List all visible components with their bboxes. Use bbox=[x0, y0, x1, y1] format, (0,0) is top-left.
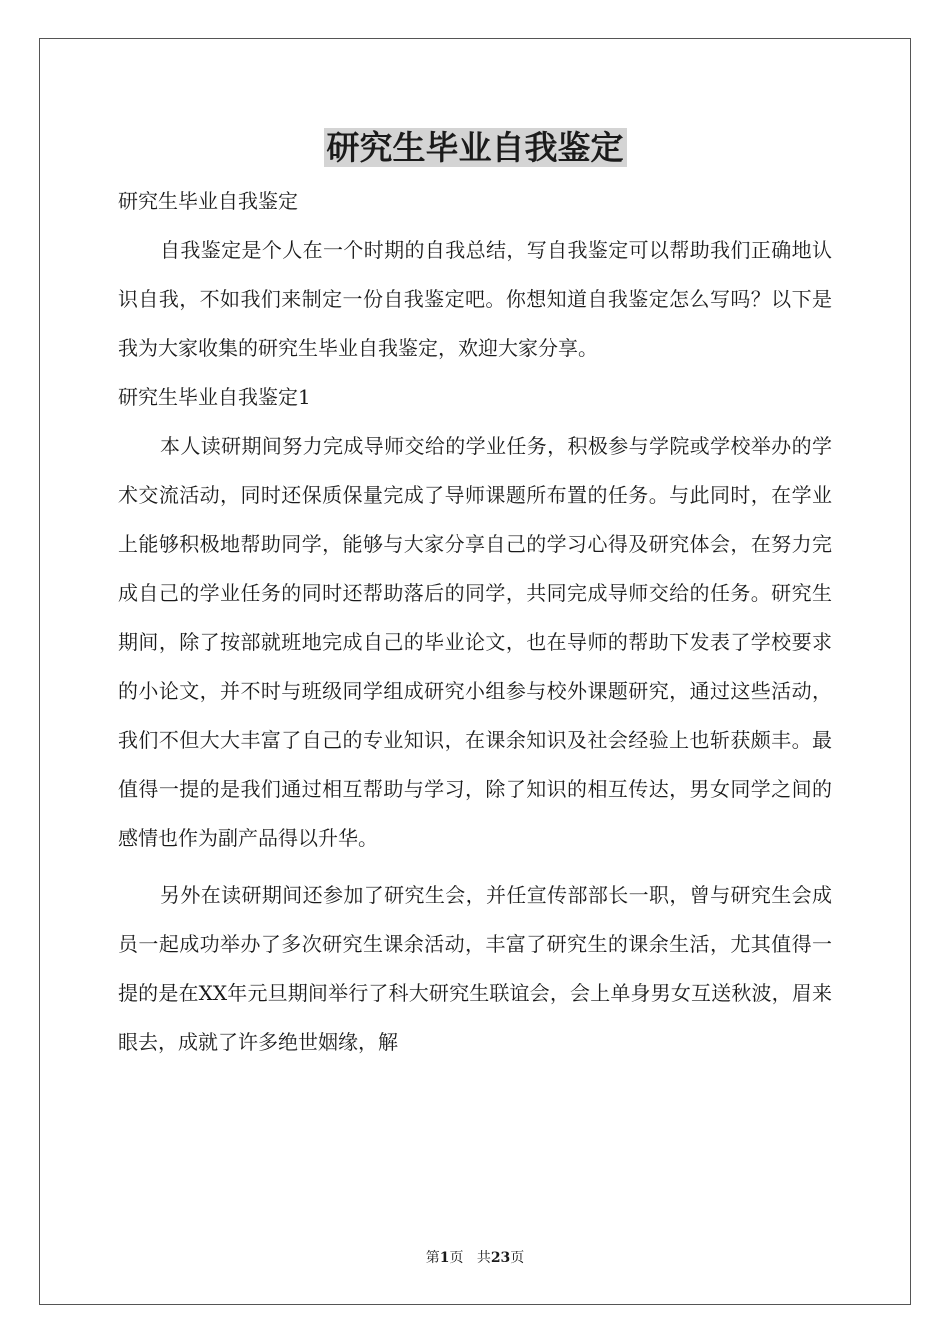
page-suffix: 页 bbox=[449, 1250, 464, 1266]
page-footer bbox=[0, 1248, 950, 1268]
body-paragraph-1: 本人读研期间努力完成导师交给的学业任务，积极参与学院或学校举办的学术交流活动，同时还保质保量完成了导师课题所布置的任务。与此同时，在学业上能够积极地帮助同学，能够与大家分享自己的学习心得及研究体会，在努力完成自己的学业任务的同时还帮助落后的同学，共同完成导师交给的任务。研究生期间，除了按部就班地完成自己的毕业论文，也在导师的帮助下发表了学校要求的小论文，并不时与班级同学组成研究小组参与校外课题研究，通过这些活动，我们不但大大丰富了自己的专业知识，在课余知识及社会经验上也斩获颇丰。最值得一提的是我们通过相互帮助与学习，除了知识的相互传达，男女同学之间的感情也作为副产品得以升华。 bbox=[118, 434, 832, 850]
total-prefix: 共 bbox=[476, 1250, 491, 1266]
subtitle-paragraph: 研究生毕业自我鉴定 bbox=[118, 189, 298, 213]
document-title-text: 研究生毕业自我鉴定 bbox=[324, 128, 627, 167]
document-body bbox=[118, 177, 832, 1067]
page-total-number: 23 bbox=[490, 1250, 511, 1266]
total-suffix: 页 bbox=[510, 1250, 525, 1266]
page-current-number: 1 bbox=[439, 1250, 450, 1266]
intro-paragraph: 自我鉴定是个人在一个时期的自我总结，写自我鉴定可以帮助我们正确地认识自我，不如我们来制定一份自我鉴定吧。你想知道自我鉴定怎么写吗？以下是我为大家收集的研究生毕业自我鉴定，欢迎大家分享。 bbox=[118, 238, 832, 360]
page-prefix: 第 bbox=[425, 1250, 440, 1266]
section-heading: 研究生毕业自我鉴定1 bbox=[118, 385, 311, 409]
body-paragraph-2: 另外在读研期间还参加了研究生会，并任宣传部部长一职，曾与研究生会成员一起成功举办了多次研究生课余活动，丰富了研究生的课余生活，尤其值得一提的是在XX年元旦期间举行了科大研究生联谊会，会上单身男女互送秋波，眉来眼去，成就了许多绝世姻缘，解 bbox=[118, 883, 832, 1054]
document-title bbox=[0, 126, 950, 170]
